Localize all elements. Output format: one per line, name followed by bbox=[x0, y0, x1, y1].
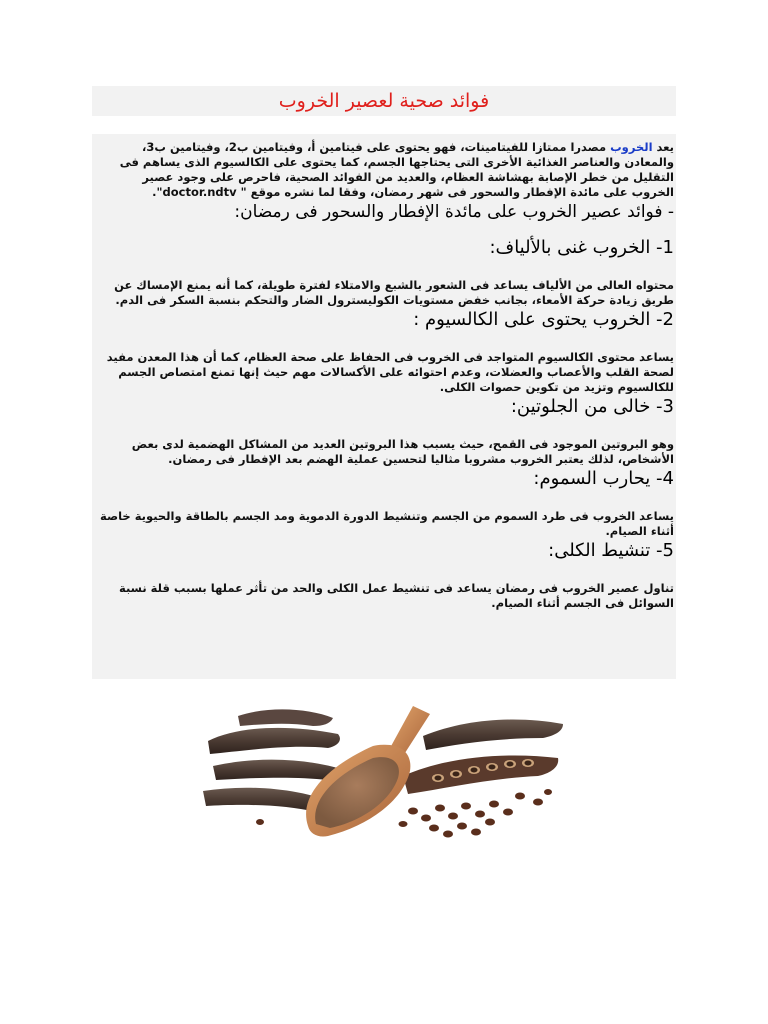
section-text-5: تناول عصير الخروب فى رمضان يساعد فى تنشيط عمل الكلى والحد من تأثر عملها بسبب قلة نسبة السوائل فى الجسم أثناء الصيام. bbox=[118, 581, 674, 610]
carob-pods-right bbox=[403, 720, 563, 794]
section-text-3: وهو البروتين الموجود فى القمح، حيث يسبب هذا البروتين العديد من المشاكل الهضمية لدى بعض الأشخاص، لذلك يعتبر الخروب مشروبا مثاليا لتحسين عملية الهضم بعد الإفطار فى رمضان. bbox=[131, 437, 674, 466]
intro-paragraph bbox=[92, 140, 676, 200]
section-heading-5: 5- تنشيط الكلى: bbox=[548, 540, 674, 561]
title-bar bbox=[92, 86, 676, 116]
section-heading-4: 4- يحارب السموم: bbox=[533, 468, 674, 489]
page-title: فوائد صحية لعصير الخروب bbox=[278, 90, 490, 112]
section-text-1: محتواه العالى من الألياف يساعد فى الشعور بالشبع والامتلاء لفترة طويلة، كما أنه يمنع الإمساك عن طريق زيادة حركة الأمعاء، بجانب خفض مستويات الكوليسترول الضار والتحكم بنسبة السكر فى الدم. bbox=[114, 278, 674, 307]
section-heading-3: 3- خالى من الجلوتين: bbox=[510, 396, 674, 417]
carob-link[interactable]: الخروب bbox=[610, 140, 653, 154]
intro-after-link: مصدرا ممتازا للفيتامينات، فهو يحتوى على فيتامين أ، وفيتامين ب2، وفيتامين ب3، والمعادن والعناصر الغذائية الأخرى التى يحتاجها الجسم، كما يحتوى على الكالسيوم الذى يساهم فى التقليل من خطر الإصابة بهشاشة العظام، والعديد من الفوائد الصحية، فاحرص على وجود عصير الخروب على مائدة الإفطار والسحور فى شهر رمضان، وفقا لما نشره موقع " doctor.ndtv". bbox=[119, 140, 674, 199]
section-heading-2: 2- الخروب يحتوى على الكالسيوم : bbox=[413, 309, 674, 330]
carob-photo bbox=[198, 696, 570, 846]
main-heading: - فوائد عصير الخروب على مائدة الإفطار والسحور فى رمضان: bbox=[234, 202, 674, 222]
section-text-4: يساعد الخروب فى طرد السموم من الجسم وتنشيط الدورة الدموية ومد الجسم بالطاقة والحيوية خاصة أثناء الصيام. bbox=[100, 509, 674, 538]
section-text-2: يساعد محتوى الكالسيوم المتواجد فى الخروب فى الحفاظ على صحة العظام، كما أن هذا المعدن مفيد لصحة القلب والأعصاب والعضلات، وعدم احتوائه على الأكسالات مهم حيث إنها تمنع امتصاص الجسم للكالسيوم وتزيد من تكوين حصوات الكلى. bbox=[106, 350, 674, 394]
section-heading-1: 1- الخروب غنى بالألياف: bbox=[489, 237, 674, 258]
article-body bbox=[92, 134, 676, 679]
intro-before-link: يعد bbox=[652, 140, 674, 154]
